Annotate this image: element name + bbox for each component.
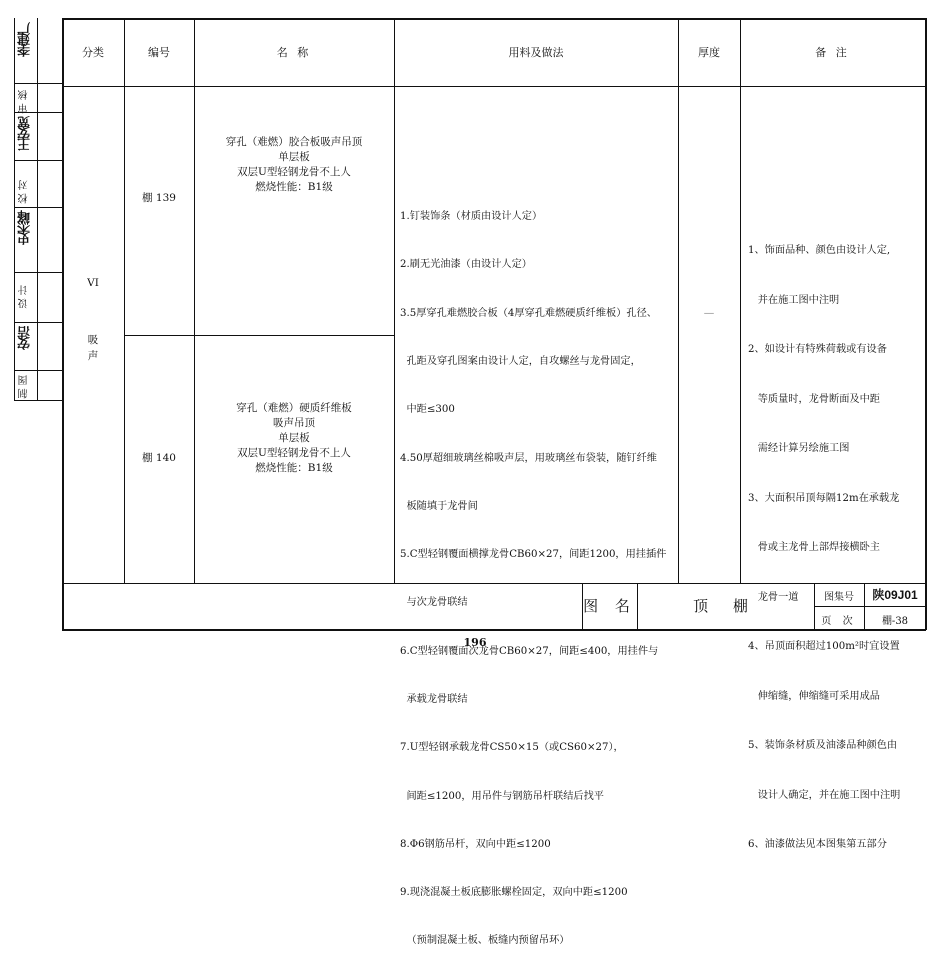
row-name-line: 单层板 (278, 151, 310, 163)
atlas-value: 陕09J01 (872, 588, 918, 602)
method-line: 承载龙骨联结 (400, 694, 468, 705)
side-strip-rule (14, 272, 62, 273)
method-line: 1.钉装饰条（材质由设计人定） (400, 211, 543, 223)
method-line: 4.50厚超细玻璃丝棉吸声层，用玻璃丝布袋装，随钉纤维 (400, 452, 657, 464)
side-label-design: 设 计 (19, 285, 30, 309)
note-line: 需经计算另绘施工图 (748, 443, 850, 454)
note-line: 龙骨一道 (748, 591, 799, 603)
side-label-review: 审 核 (19, 90, 30, 114)
method-line: 与次龙骨联结 (400, 597, 468, 609)
col-divider (678, 18, 679, 583)
signature-checker: 王安宽 (18, 118, 33, 151)
note-line: 骨或主龙骨上部焊接横卧主 (748, 542, 880, 553)
side-strip-bottom-border (14, 400, 62, 401)
thickness-value: — (703, 307, 715, 319)
signature-drafter: 安洁 (18, 328, 33, 350)
method-line: 2.刷无光油漆（由设计人定） (400, 259, 532, 271)
title-block-rule (814, 606, 926, 607)
method-line: 板随填于龙骨间 (400, 500, 478, 512)
row-name-line: 燃烧性能：B1级 (255, 181, 333, 193)
method-line: 7.U型轻钢承载龙骨CS50×15（或CS60×27）， (400, 742, 624, 754)
note-line: 并在施工图中注明 (748, 294, 840, 306)
header-bottom-rule (62, 86, 926, 87)
page-number: 196 (463, 636, 487, 649)
side-strip-rule (14, 207, 62, 208)
table-right-border (925, 18, 927, 630)
note-line: 2、如设计有特殊荷载或有设备 (748, 344, 887, 355)
category-name-2: 声 (87, 350, 99, 362)
header-code: 编号 (148, 46, 170, 59)
method-line: 中距≤300 (400, 404, 455, 416)
side-label-check: 校 对 (19, 180, 30, 204)
table-left-border (62, 18, 64, 630)
row-code-139: 棚 139 (142, 192, 176, 204)
row-divider (124, 335, 394, 336)
note-line: 等质量时，龙骨断面及中距 (748, 393, 880, 405)
note-line: 4、吊顶面积超过100m²时宜设置 (748, 641, 900, 652)
note-line: 6、油漆做法见本图集第五部分 (748, 839, 887, 850)
method-line: 9.现浇混凝土板底膨胀螺栓固定，双向中距≤1200 (400, 887, 628, 899)
method-list (400, 177, 676, 966)
row-name-line: 双层U型轻钢龙骨不上人 (237, 447, 351, 459)
row-name-line: 吸声吊顶 (273, 417, 315, 429)
note-line: 伸缩缝，伸缩缝可采用成品 (748, 690, 880, 702)
header-notes: 备 注 (815, 46, 850, 59)
side-strip-divider (37, 18, 38, 400)
figure-name-label: 图 名 (583, 597, 636, 615)
category-name-1: 吸 (87, 334, 99, 346)
row-name-line: 单层板 (278, 432, 310, 444)
method-line: 间距≤1200，用吊件与钢筋吊杆联结后找平 (400, 790, 604, 802)
method-line: （预制混凝土板、板缝内预留吊环） (400, 935, 570, 947)
row-name-140 (196, 401, 392, 476)
table-top-border (62, 18, 926, 20)
method-line: 5.C型轻钢覆面横撑龙骨CB60×27，间距1200，用挂插件 (400, 549, 667, 561)
row-name-line: 穿孔（难燃）硬质纤维板 (236, 402, 352, 414)
header-category: 分类 (82, 46, 104, 59)
header-method: 用料及做法 (508, 46, 564, 59)
page-value: 棚-38 (881, 616, 909, 627)
col-divider (194, 18, 195, 583)
side-strip-rule (14, 322, 62, 323)
row-name-line: 穿孔（难燃）胶合板吸声吊顶 (225, 136, 363, 148)
header-thickness: 厚度 (698, 46, 720, 59)
row-code-140: 棚 140 (142, 452, 176, 464)
signature-designer: 史杰峰 (18, 212, 33, 245)
col-divider (740, 18, 741, 583)
atlas-label: 图集号 (824, 592, 854, 603)
notes-list (748, 210, 924, 870)
figure-name: 顶 棚 (693, 597, 758, 615)
method-line: 3.5厚穿孔难燃胶合板（4厚穿孔难燃硬质纤维板）孔径、 (400, 307, 657, 319)
row-name-line: 双层U型轻钢龙骨不上人 (237, 166, 351, 178)
note-line: 5、装饰条材质及油漆品种颜色由 (748, 740, 898, 751)
page-label: 页 次 (821, 616, 857, 627)
side-strip-left-border (14, 18, 15, 400)
method-line: 孔距及穿孔图案由设计人定，自攻螺丝与龙骨固定， (400, 356, 641, 368)
side-strip-rule (14, 370, 62, 371)
row-name-139 (196, 135, 392, 195)
side-strip-rule (14, 83, 62, 84)
method-line: 6.C型轻钢覆面次龙骨CB60×27，间距≤400，用挂件与 (400, 645, 659, 657)
method-line: 8.Φ6钢筋吊杆，双向中距≤1200 (400, 838, 551, 850)
side-strip-rule (14, 160, 62, 161)
side-label-drafting: 制 图 (19, 375, 30, 399)
note-line: 3、大面积吊顶每隔12m在承载龙 (748, 492, 900, 504)
note-line: 1、饰面品种、颜色由设计人定, (748, 245, 891, 256)
col-divider (394, 18, 395, 583)
note-line: 设计人确定，并在施工图中注明 (748, 789, 901, 801)
row-name-line: 燃烧性能：B1级 (255, 462, 333, 474)
category-number: VI (87, 277, 99, 289)
signature-reviewer: 李建广 (18, 24, 33, 57)
col-divider (124, 18, 125, 583)
header-name: 名 称 (276, 46, 312, 59)
